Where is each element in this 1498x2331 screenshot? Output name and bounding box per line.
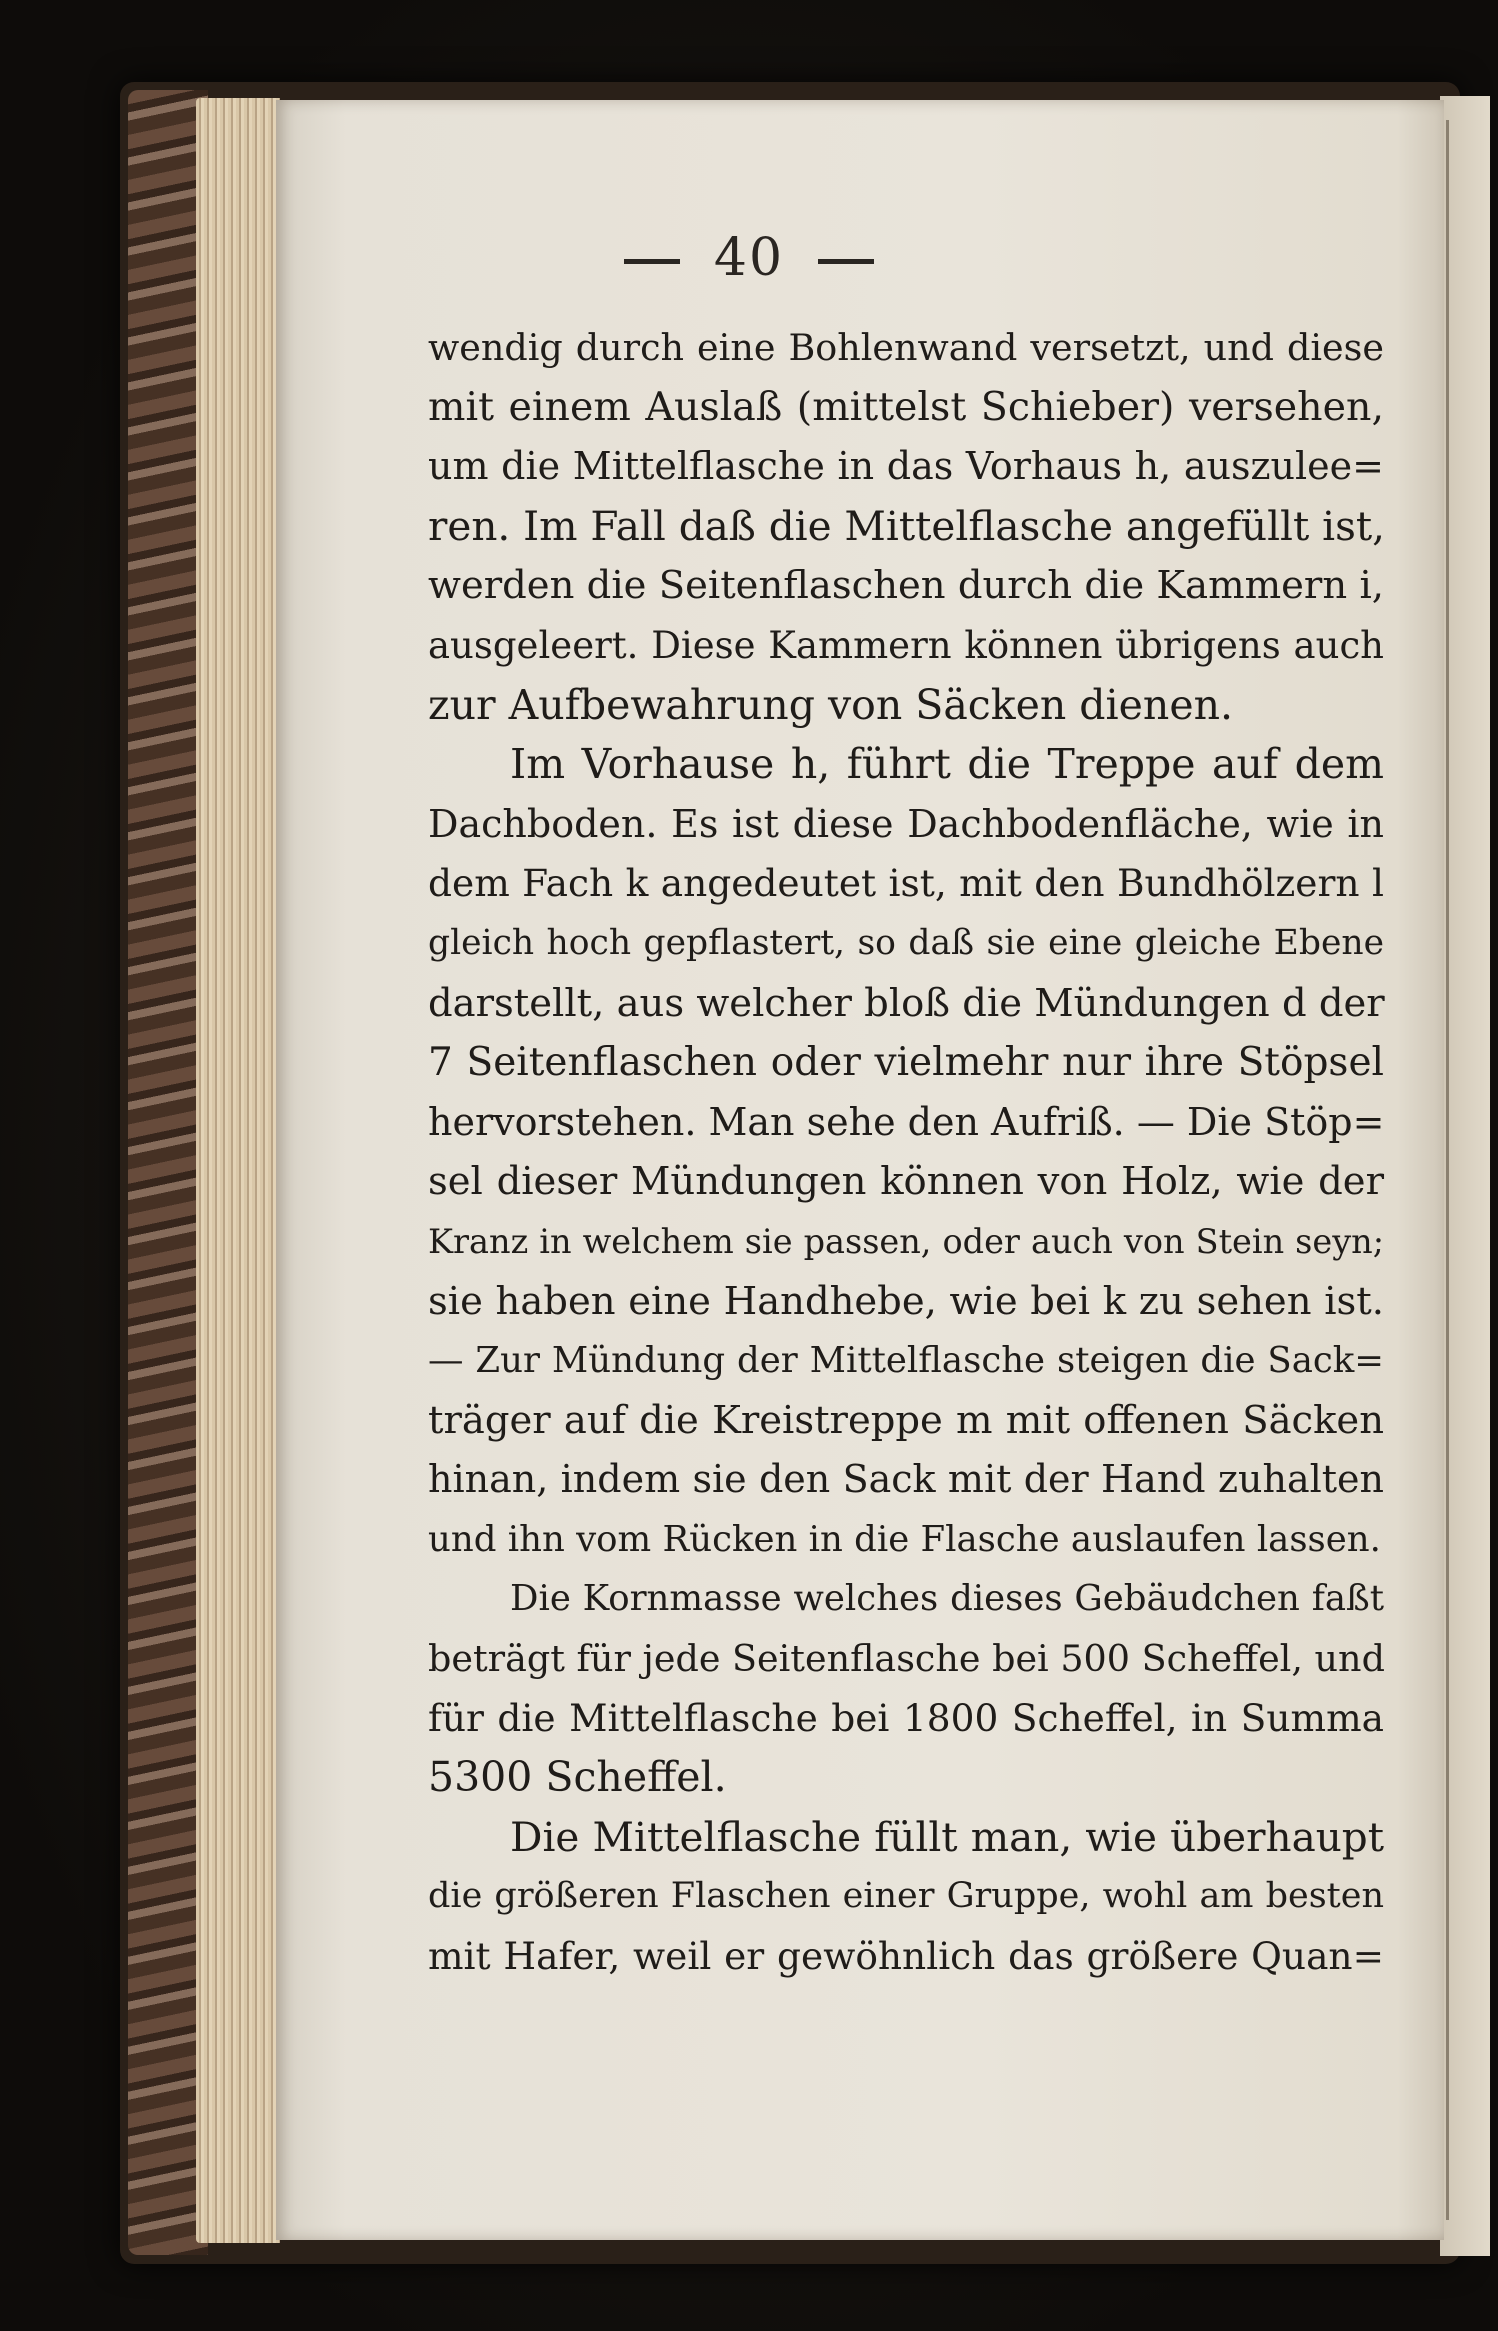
page-number-header [0,228,1498,288]
text-line: Im Vorhause h, führt die Treppe auf dem [510,740,1384,789]
text-line: dem Fach k angedeutet ist, mit den Bundhölzern l [428,861,1384,906]
text-line: 7 Seitenflaschen oder vielmehr nur ihre Stöpsel [428,1040,1384,1086]
text-line: träger auf die Kreistreppe m mit offenen Säcken [428,1397,1384,1443]
text-line: darstellt, aus welcher bloß die Mündungen d der [428,980,1385,1026]
text-line: für die Mittelflasche bei 1800 Scheffel, in Summa [428,1695,1384,1740]
header-dash-right [818,259,874,264]
text-line: Kranz in welchem sie passen, oder auch von Stein seyn; [428,1221,1384,1261]
text-line: um die Mittelflasche in das Vorhaus h, auszulee= [428,444,1384,489]
text-line: Die Mittelflasche füllt man, wie überhaupt [510,1812,1384,1861]
text-line: und ihn vom Rücken in die Flasche auslaufen lassen. [428,1518,1381,1560]
text-line: sel dieser Mündungen können von Holz, wie der [428,1159,1384,1205]
text-line: hervorstehen. Man sehe den Aufriß. — Die Stöp= [428,1099,1385,1144]
text-line: ren. Im Fall daß die Mittelflasche angefüllt ist, [428,501,1386,550]
text-line: — Zur Mündung der Mittelflasche steigen die Sack= [428,1340,1384,1382]
text-line: werden die Seitenflaschen durch die Kammern i, [428,563,1384,609]
text-line: wendig durch eine Bohlenwand versetzt, und diese [428,326,1384,369]
text-line: die größeren Flaschen einer Gruppe, wohl am besten [428,1876,1384,1917]
text-line: hinan, indem sie den Sack mit der Hand zuhalten [428,1457,1384,1502]
body-text [428,318,1384,1987]
text-line: gleich hoch gepflastert, so daß sie eine gleiche Ebene [428,922,1384,963]
text-line: mit Hafer, weil er gewöhnlich das größere Quan= [428,1934,1384,1979]
text-line: 5300 Scheffel. [428,1753,727,1802]
text-line: zur Aufbewahrung von Säcken dienen. [428,680,1234,729]
page-stack-edges [196,98,280,2243]
text-line: Die Kornmasse welches dieses Gebäudchen faßt [510,1578,1384,1620]
header-dash-left [624,259,680,264]
text-line: ausgeleert. Diese Kammern können übrigens auch [428,623,1384,667]
text-line: beträgt für jede Seitenflasche bei 500 Scheffel, und [428,1637,1385,1681]
gutter-line [1446,120,1449,2220]
text-line: Dachboden. Es ist diese Dachbodenfläche, wie in [428,801,1384,846]
text-line: sie haben eine Handhebe, wie bei k zu sehen ist. [428,1278,1384,1324]
text-line: mit einem Auslaß (mittelst Schieber) versehen, [428,383,1384,430]
page-number: 40 [713,228,785,288]
